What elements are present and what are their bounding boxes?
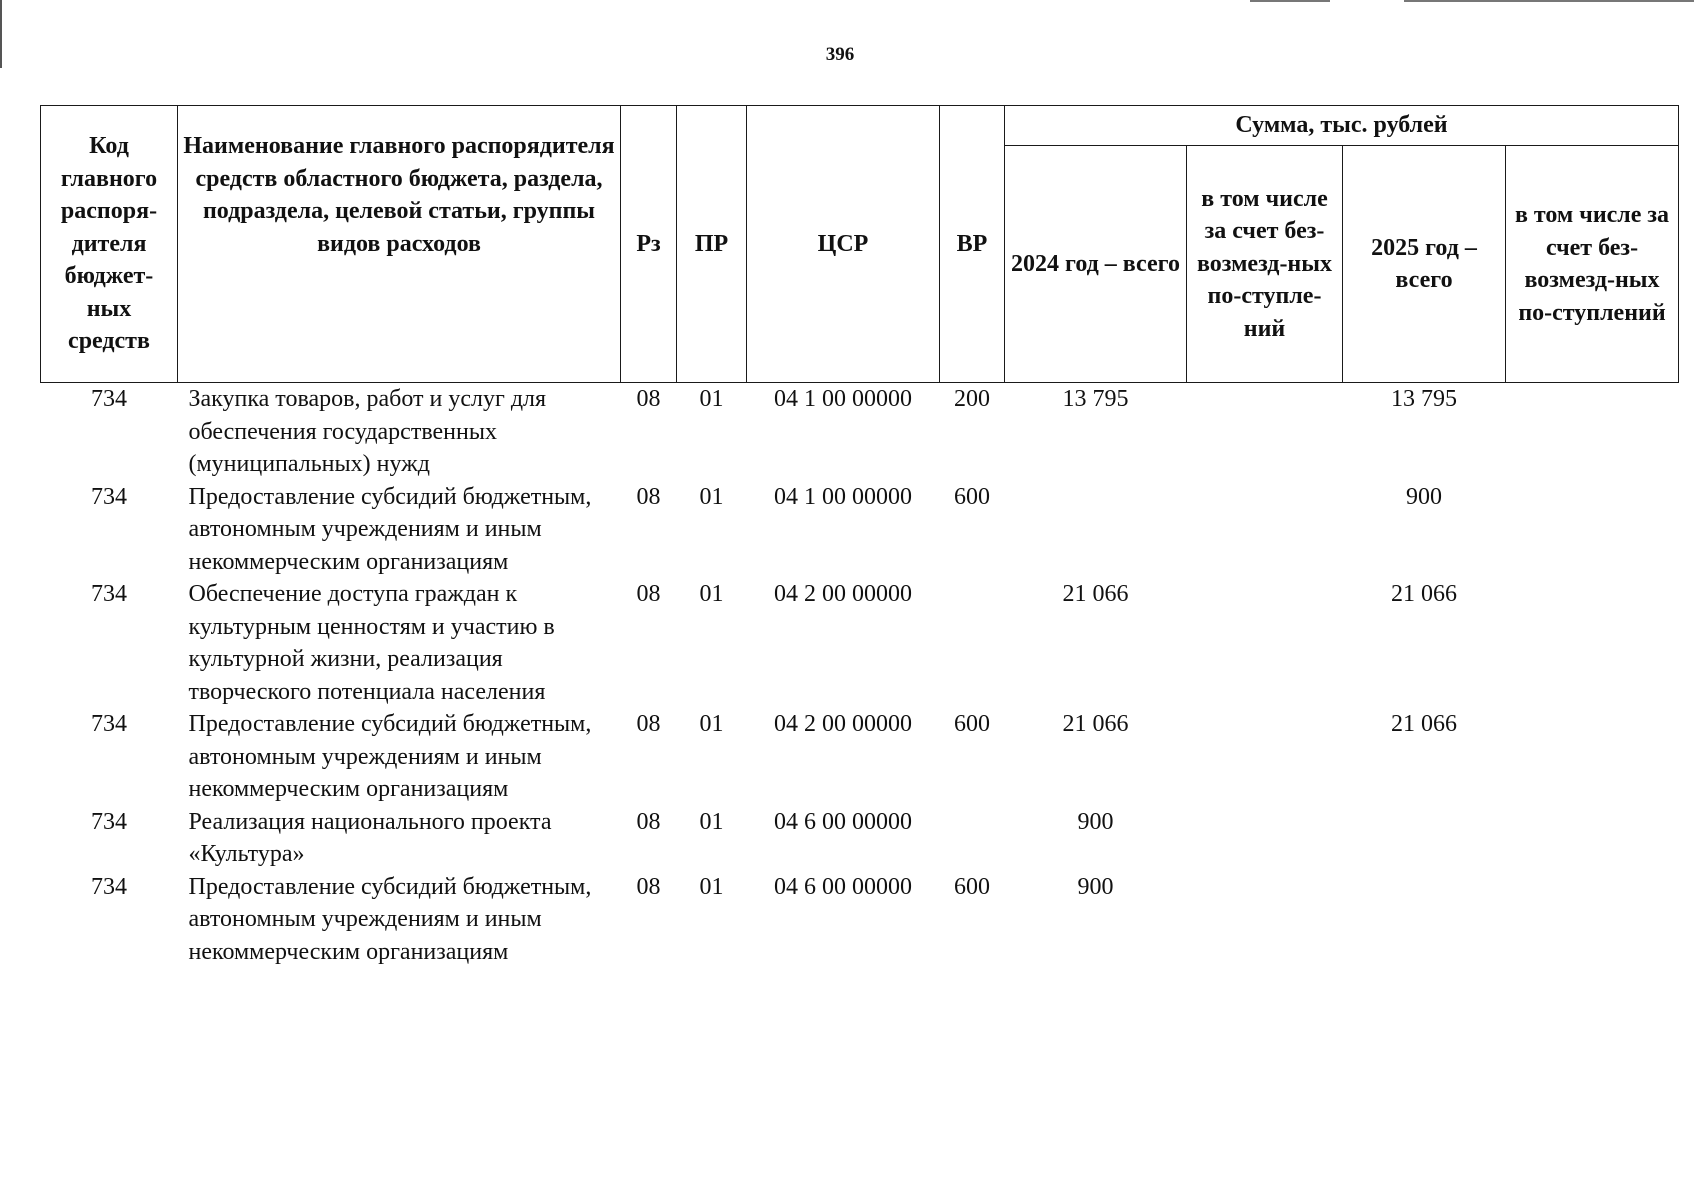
table-row	[41, 806, 1679, 871]
cell-vr: 600	[954, 873, 990, 900]
cell-2024-total	[1005, 481, 1187, 579]
cell-pr: 01	[699, 808, 724, 835]
scan-edge-mark-top	[1404, 0, 1694, 2]
cell-2025-gratuitous	[1506, 871, 1679, 969]
header-name: Наименование главного распорядителя средств областного бюджета, раздела, подраздела, целевой статьи, группы видов расходов	[178, 106, 621, 383]
header-2024-total: 2024 год – всего	[1005, 146, 1187, 383]
cell-vr: 600	[954, 711, 990, 737]
cell-code: 734	[91, 483, 127, 510]
table-row	[41, 871, 1679, 969]
page-number: 396	[825, 44, 855, 65]
cell-2025-total	[1343, 871, 1506, 969]
table-row	[41, 481, 1679, 579]
cell-name: Предоставление субсидий бюджетным, автономным учреждениям и иным некоммерческим организациям	[188, 483, 592, 575]
header-pr: ПР	[677, 106, 747, 383]
cell-2024-gratuitous	[1187, 578, 1343, 708]
cell-rz: 08	[636, 581, 661, 607]
header-code: Код главного распоря-дителя бюджет-ных средств	[41, 106, 178, 383]
cell-pr: 01	[699, 581, 724, 607]
cell-rz: 08	[636, 386, 661, 412]
cell-code: 734	[91, 873, 127, 900]
cell-2024-gratuitous	[1187, 383, 1343, 481]
cell-2025-gratuitous	[1506, 578, 1679, 708]
cell-2024-total: 900	[1077, 808, 1114, 835]
cell-2025-total: 900	[1406, 483, 1442, 510]
header-vr: ВР	[940, 106, 1005, 383]
cell-2024-gratuitous	[1187, 871, 1343, 969]
table-row	[41, 708, 1679, 806]
cell-2024-total: 21 066	[1062, 581, 1129, 607]
cell-pr: 01	[699, 386, 724, 412]
cell-name: Предоставление субсидий бюджетным, автономным учреждениям и иным некоммерческим организациям	[188, 711, 592, 802]
cell-csr: 04 6 00 00000	[774, 873, 912, 900]
cell-csr: 04 1 00 00000	[774, 483, 912, 510]
cell-vr	[940, 806, 1005, 871]
header-rz: Рз	[621, 106, 677, 383]
cell-pr: 01	[699, 711, 724, 737]
cell-2025-gratuitous	[1506, 708, 1679, 806]
cell-code: 734	[91, 581, 127, 607]
cell-pr: 01	[699, 483, 724, 510]
cell-2024-total: 21 066	[1062, 711, 1129, 737]
table-row	[41, 578, 1679, 708]
cell-csr: 04 2 00 00000	[774, 581, 912, 607]
cell-rz: 08	[636, 483, 661, 510]
cell-code: 734	[91, 711, 127, 737]
cell-name: Предоставление субсидий бюджетным, автономным учреждениям и иным некоммерческим организациям	[188, 873, 592, 965]
cell-2025-total: 21 066	[1391, 711, 1457, 737]
cell-2024-total: 13 795	[1062, 386, 1129, 412]
cell-2024-gratuitous	[1187, 708, 1343, 806]
cell-code: 734	[91, 386, 127, 412]
table-header	[41, 106, 1679, 383]
cell-csr: 04 6 00 00000	[774, 808, 912, 835]
cell-rz: 08	[636, 711, 661, 737]
cell-2024-gratuitous	[1187, 806, 1343, 871]
cell-2025-gratuitous	[1506, 383, 1679, 481]
cell-rz: 08	[636, 873, 661, 900]
cell-2025-total: 13 795	[1391, 386, 1457, 412]
cell-2025-gratuitous	[1506, 481, 1679, 579]
cell-2025-total	[1343, 806, 1506, 871]
header-sum: Сумма, тыс. рублей	[1005, 106, 1679, 146]
header-2025-total: 2025 год – всего	[1343, 146, 1506, 383]
cell-2025-gratuitous	[1506, 806, 1679, 871]
cell-vr: 200	[954, 386, 990, 412]
cell-csr: 04 2 00 00000	[774, 711, 912, 737]
header-2024-gratuitous: в том числе за счет без-возмезд-ных по-ступле-ний	[1187, 146, 1343, 383]
table-body	[41, 383, 1679, 969]
cell-2024-gratuitous	[1187, 481, 1343, 579]
cell-csr: 04 1 00 00000	[774, 386, 912, 412]
header-2025-gratuitous: в том числе за счет без-возмезд-ных по-ступлений	[1506, 146, 1679, 383]
budget-table	[40, 105, 1679, 968]
cell-name: Обеспечение доступа граждан к культурным ценностям и участию в культурной жизни, реализация творческого потенциала населения	[188, 581, 555, 705]
table-row	[41, 383, 1679, 481]
cell-pr: 01	[699, 873, 724, 900]
cell-vr	[940, 578, 1005, 708]
header-csr: ЦСР	[747, 106, 940, 383]
cell-name: Реализация национального проекта «Культура»	[188, 808, 552, 867]
cell-name: Закупка товаров, работ и услуг для обеспечения государственных (муниципальных) нужд	[188, 386, 547, 477]
cell-2025-total: 21 066	[1391, 581, 1457, 607]
cell-vr: 600	[954, 483, 990, 510]
scan-edge-mark-top	[1250, 0, 1330, 2]
cell-rz: 08	[636, 808, 661, 835]
cell-code: 734	[91, 808, 127, 835]
cell-2024-total: 900	[1077, 873, 1114, 900]
